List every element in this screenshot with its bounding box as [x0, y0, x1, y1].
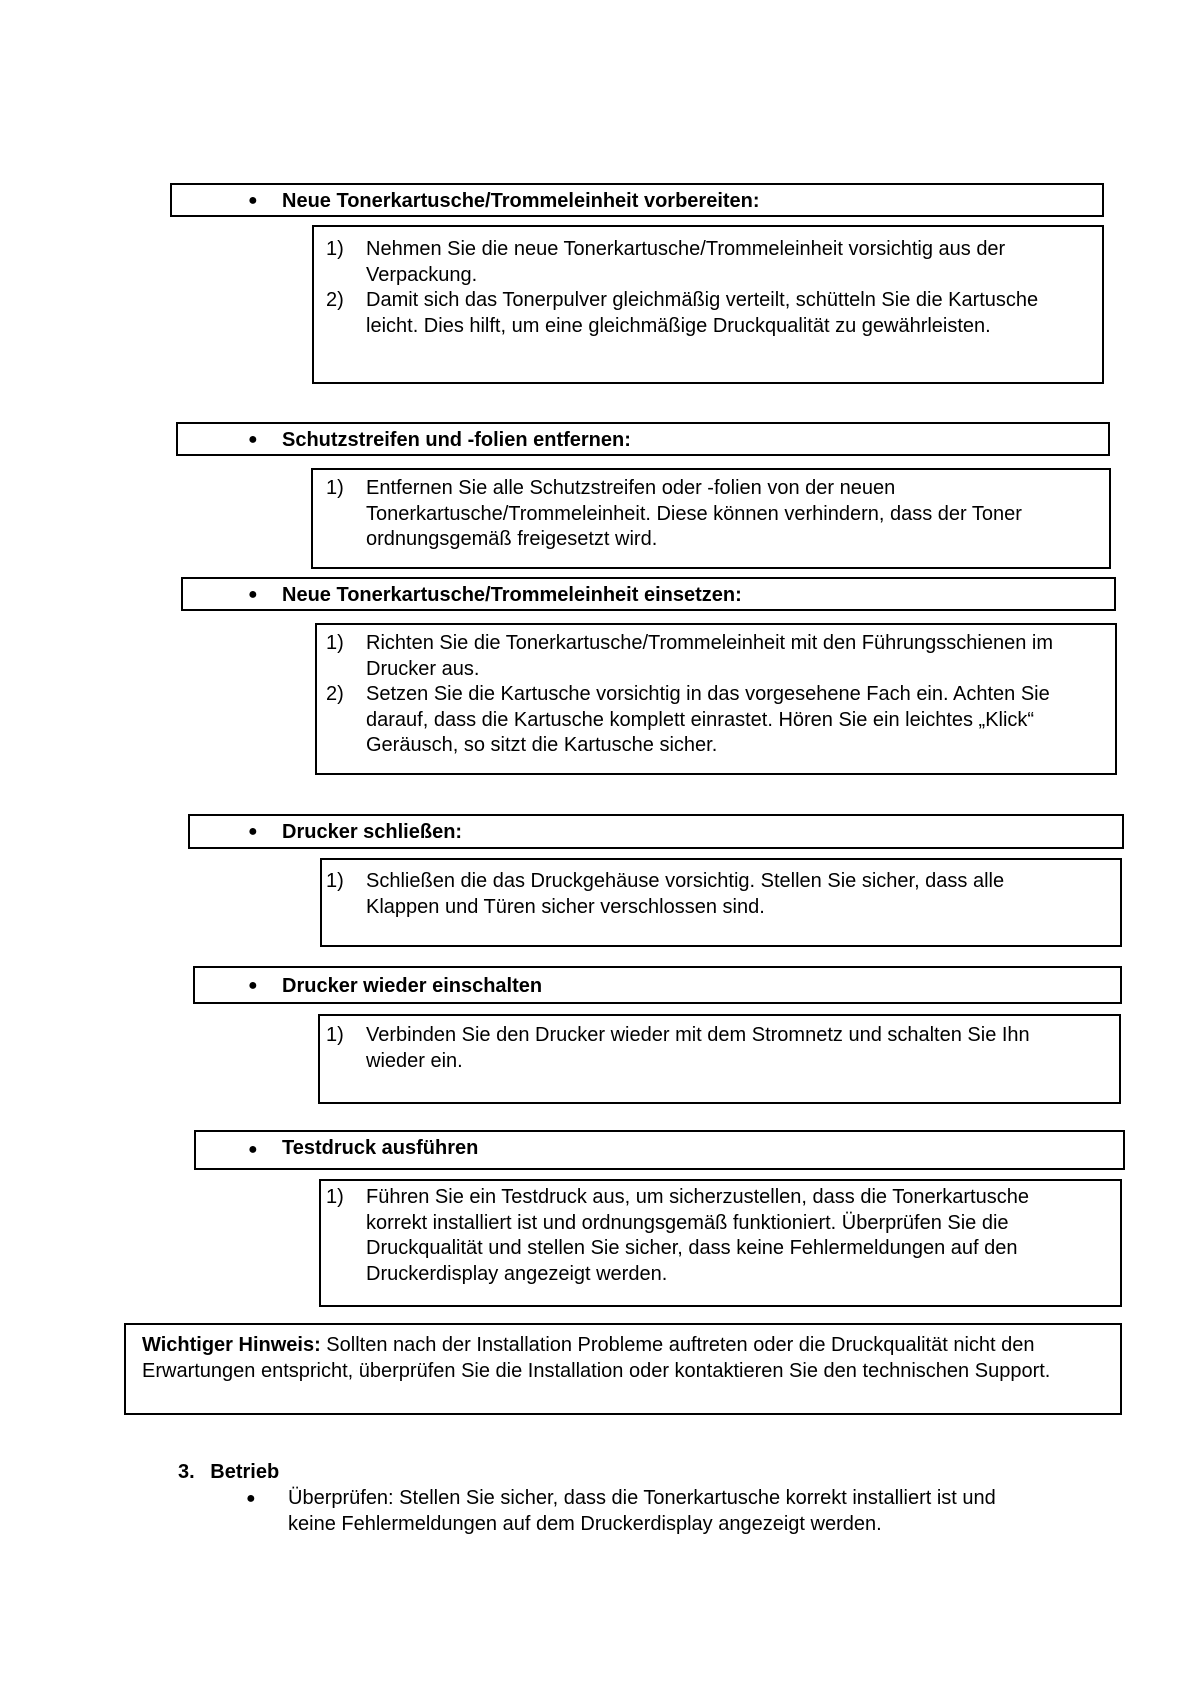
step-item: 2) Setzen Sie die Kartusche vorsichtig in das vorgesehene Fach ein. Achten Sie darauf, dass die Kartusche komplett einrastet. Hören Sie ein leichtes „Klick“ Geräusch, so sitzt die Kartusche sicher.	[326, 683, 1050, 756]
chapter-number: 3.	[178, 1461, 195, 1483]
steps-box	[315, 623, 1117, 775]
steps-box	[320, 858, 1122, 947]
section-heading: Schutzstreifen und -folien entfernen:	[282, 429, 631, 451]
chapter-bullet-text: Überprüfen: Stellen Sie sicher, dass die Tonerkartusche korrekt installiert ist und keine Fehlermeldungen auf dem Druckerdisplay angezeigt werden.	[288, 1487, 996, 1535]
section-heading-box	[170, 183, 1104, 217]
bullet-icon: ●	[246, 1490, 256, 1507]
steps-box	[311, 468, 1111, 569]
step-item: 1) Schließen die das Druckgehäuse vorsichtig. Stellen Sie sicher, dass alle Klappen und Türen sicher verschlossen sind.	[326, 870, 1005, 918]
chapter-title: Betrieb	[210, 1461, 280, 1483]
bullet-icon: ●	[248, 823, 258, 840]
steps-box	[319, 1179, 1122, 1307]
section-heading: Neue Tonerkartusche/Trommeleinheit vorbereiten:	[282, 190, 760, 212]
chapter-bullet	[246, 1486, 1046, 1537]
section-heading: Drucker schließen:	[282, 821, 463, 843]
important-note-box	[124, 1323, 1122, 1415]
step-item: 1) Entfernen Sie alle Schutzstreifen oder -folien von der neuen Tonerkartusche/Trommeleinheit. Diese können verhindern, dass der Toner ordnungsgemäß freigesetzt wird.	[326, 477, 1022, 550]
section-heading-box	[176, 422, 1110, 456]
section-heading-box	[188, 814, 1124, 849]
note-text: Sollten nach der Installation Probleme auftreten oder die Druckqualität nicht den Erwartungen entspricht, überprüfen Sie die Installation oder kontaktieren Sie den technischen Support.	[142, 1334, 1051, 1382]
section-heading-box	[193, 966, 1122, 1004]
section-heading: Neue Tonerkartusche/Trommeleinheit einsetzen:	[282, 584, 742, 606]
note-label: Wichtiger Hinweis:	[142, 1334, 321, 1356]
step-item: 1) Richten Sie die Tonerkartusche/Trommeleinheit mit den Führungsschienen im Drucker aus.	[326, 632, 1054, 680]
steps-box	[318, 1014, 1121, 1104]
bullet-icon: ●	[248, 431, 258, 448]
bullet-icon: ●	[248, 977, 258, 994]
section-heading-box	[181, 577, 1116, 611]
bullet-icon: ●	[248, 192, 258, 209]
chapter-heading	[178, 1460, 279, 1486]
step-item: 1) Führen Sie ein Testdruck aus, um sicherzustellen, dass die Tonerkartusche korrekt installiert ist und ordnungsgemäß funktioniert. Überprüfen Sie die Druckqualität und stellen Sie sicher, dass keine Fehlermeldungen auf den Druckerdisplay angezeigt werden.	[326, 1186, 1029, 1285]
step-item: 1) Verbinden Sie den Drucker wieder mit dem Stromnetz und schalten Sie Ihn wieder ein.	[326, 1024, 1030, 1072]
bullet-icon: ●	[248, 1141, 258, 1158]
steps-box	[312, 225, 1104, 384]
step-item: 1) Nehmen Sie die neue Tonerkartusche/Trommeleinheit vorsichtig aus der Verpackung.	[326, 238, 1006, 286]
bullet-icon: ●	[248, 586, 258, 603]
section-heading: Testdruck ausführen	[282, 1137, 479, 1159]
section-heading-box	[194, 1130, 1125, 1170]
section-heading: Drucker wieder einschalten	[282, 975, 543, 997]
step-item: 2) Damit sich das Tonerpulver gleichmäßig verteilt, schütteln Sie die Kartusche leicht. Dies hilft, um eine gleichmäßige Druckqualität zu gewährleisten.	[326, 289, 1039, 337]
